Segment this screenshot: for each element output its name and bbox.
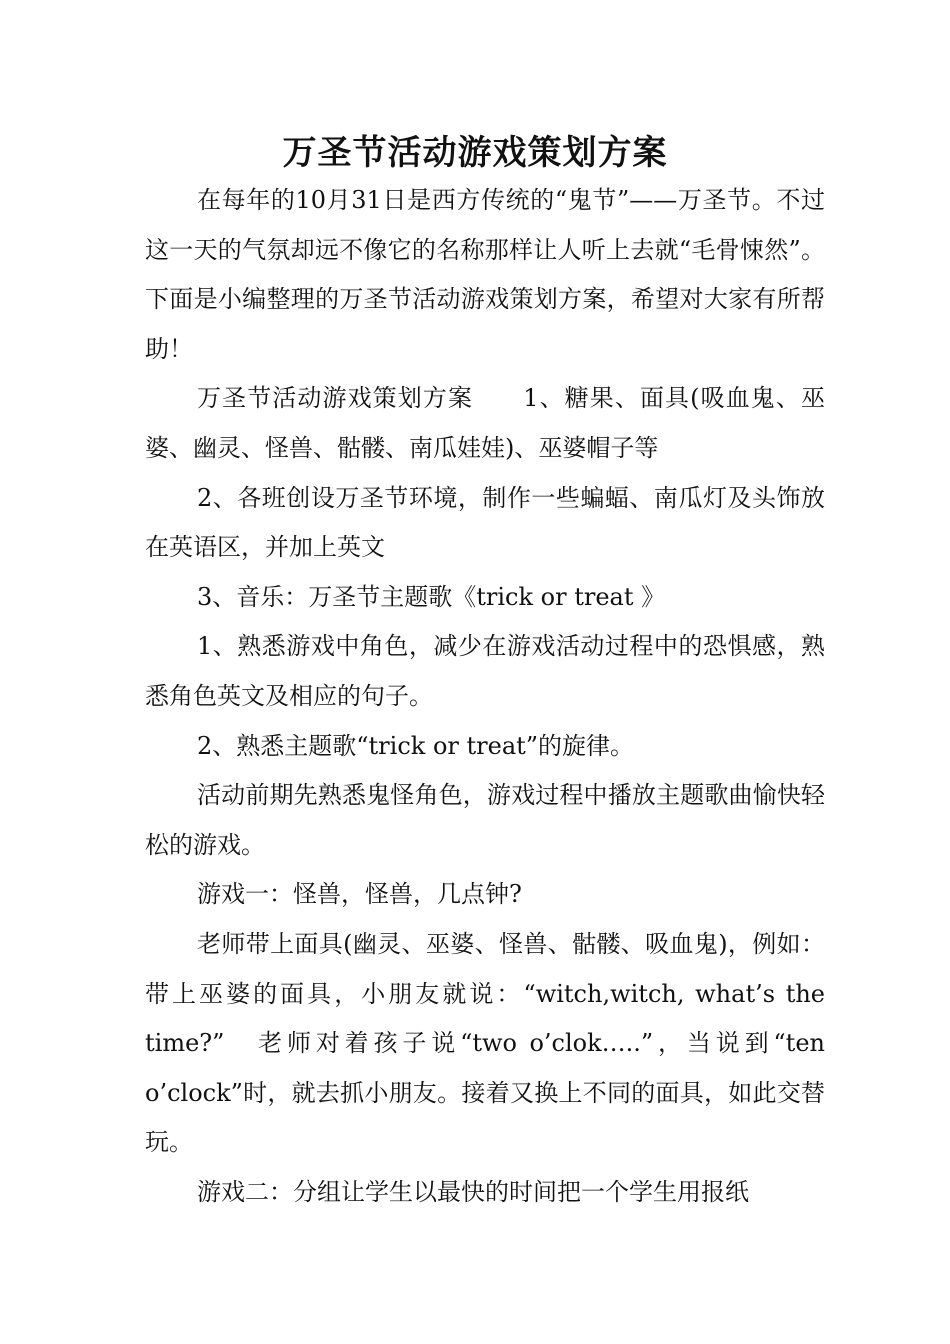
paragraph-goal-song: 2、熟悉主题歌“trick or treat”的旋律。 xyxy=(197,731,635,760)
paragraph-game-one-rules: 老师带上面具(幽灵、巫婆、怪兽、骷髅、吸血鬼)，例如：带上巫婆的面具，小朋友就说：“witch,witch, what’s the time?” 老师对着孩子说“two o’clok…..”，当说到“ten o’clock”时，就去抓小朋友。接着又换上不同的面具，如此交替玩。 xyxy=(145,929,825,1157)
paragraph-preparation: 活动前期先熟悉鬼怪角色，游戏过程中播放主题歌曲愉快轻松的游戏。 xyxy=(145,781,825,859)
paragraph-game-one-title: 游戏一：怪兽，怪兽，几点钟? xyxy=(197,880,522,909)
document-title: 万圣节活动游戏策划方案 xyxy=(282,133,668,173)
paragraph-materials: 万圣节活动游戏策划方案 1、糖果、面具(吸血鬼、巫婆、幽灵、怪兽、骷髅、南瓜娃娃)、巫婆帽子等 xyxy=(145,384,825,462)
paragraph-goal-roles: 1、熟悉游戏中角色，减少在游戏活动过程中的恐惧感，熟悉角色英文及相应的句子。 xyxy=(145,632,825,710)
paragraph-music: 3、音乐：万圣节主题歌《trick or treat 》 xyxy=(197,582,666,611)
paragraph-environment: 2、各班创设万圣节环境，制作一些蝙蝠、南瓜灯及头饰放在英语区，并加上英文 xyxy=(145,483,825,562)
paragraph-intro: 在每年的10月31日是西方传统的“鬼节”——万圣节。不过这一天的气氛却远不像它的名称那样让人听上去就“毛骨悚然”。下面是小编整理的万圣节活动游戏策划方案，希望对大家有所帮助！ xyxy=(145,186,825,363)
document-body xyxy=(145,176,825,1217)
paragraph-game-two-title: 游戏二：分组让学生以最快的时间把一个学生用报纸 xyxy=(197,1177,749,1206)
